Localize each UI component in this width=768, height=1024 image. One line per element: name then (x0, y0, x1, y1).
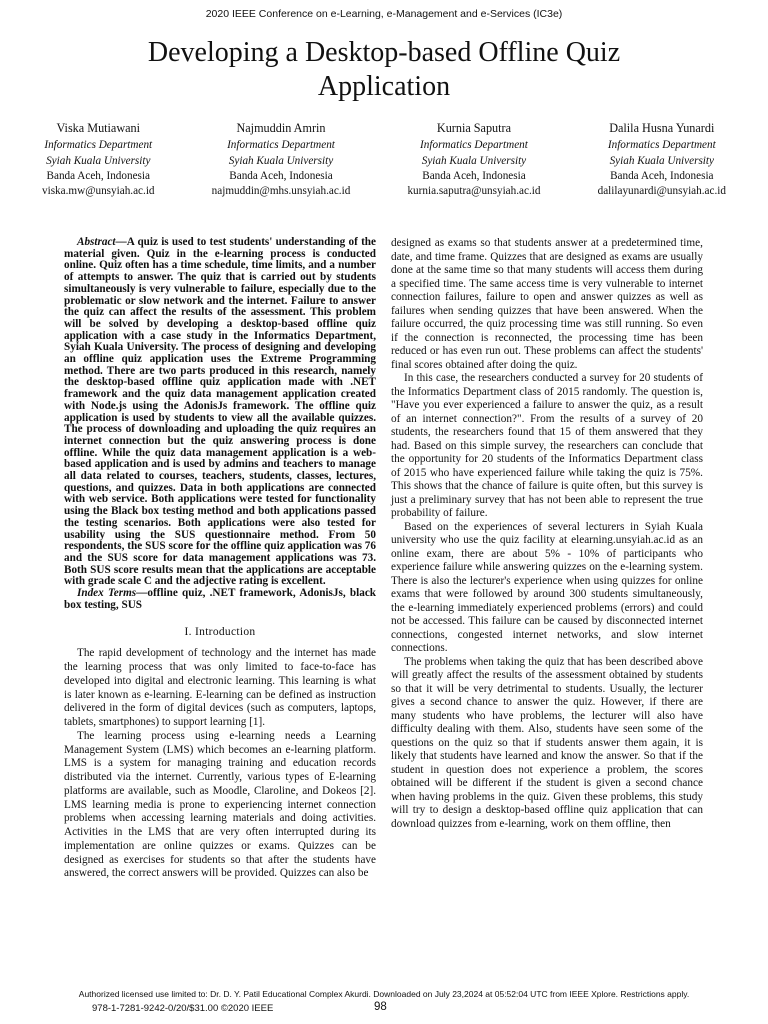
author-university: Syiah Kuala University (609, 154, 714, 167)
author-name: Kurnia Saputra (436, 121, 512, 135)
page-number: 98 (374, 1001, 387, 1013)
author-1 (42, 121, 155, 199)
author-department: Informatics Department (420, 139, 528, 152)
abstract-label: Abstract (77, 236, 116, 248)
author-name: Najmuddin Amrin (236, 121, 326, 135)
author-name: Dalila Husna Yunardi (609, 121, 715, 135)
author-email: viska.mw@unsyiah.ac.id (42, 185, 155, 198)
body-paragraph: Based on the experiences of several lecturers in Syiah Kuala university who use the quiz facility at elearning.unsyiah.ac.id as an online exam, there are about 5% - 10% of participants who experience failure while answering quizzes on the e-learning system. There is also the lecturer's experience when using quizzes for online exams that were followed by around 300 students simultaneously, the e-learning immediately experienced problems (errors) and could not be accessed. This failure can be caused by disconnected internet connections, congested internet networks, and slow internet connections. (391, 520, 703, 654)
author-name: Viska Mutiawani (56, 121, 141, 135)
body-paragraph: designed as exams so that students answer at a predetermined time, date, and time frame. Quizzes that are designed as exams are usually done at the same time so that many students will access them during a specified time. The same access time is very vulnerable to internet connection failures, failure to open and answer quizzes as well as failures when sending quizzes that have been answered. When the failure occurred, the quiz processing time was still running. So even if the connection is reconnected, the processing time has been reduced or has even run out. These problems can affect the students' final scores obtained after doing the quiz. (391, 237, 703, 371)
abstract-text: —A quiz is used to test students' understanding of the material given. Quiz in the e-learning process is conducted online. Quiz often has a time schedule, time limits, and a number of attempts to answer. The quiz that is carried out by students simultaneously is very vulnerable to failure, especially due to the problematic or slow network and the internet. Failure to answer the quiz can affect the results of the assessment. This problem will be solved by developing a desktop-based offline quiz application with a case study in the Informatics Department, Syiah Kuala University. The process of designing and developing an offline quiz application uses the Extreme Programming method. There are two parts produced in this research, namely the desktop-based offline quiz application made with .NET framework and the quiz data management application created with Node.js using the AdonisJs framework. The offline quiz application is used by students to view all the available quizzes. The process of downloading and uploading the quiz requires an internet connection but the quiz answering process is done offline. While the quiz data management application is a web-based application and is used by admins and teachers to manage all data related to courses, teachers, students, classes, lectures, questions, and quizzes. Data in both applications are connected with web service. Both applications were tested for functionality using the Black box testing method and both applications passed the testing scenarios. Both applications were also tested for usability using the SUS questionnaire method. From 50 respondents, the SUS score for the offline quiz application was 76 and the SUS score for data management applications was 73. Both SUS score results mean that the applications are acceptable with grade scale C and the adjective rating is excellent. (64, 236, 376, 588)
author-3 (407, 121, 540, 199)
index-terms-label: Index Terms (77, 587, 137, 600)
conference-header: 2020 IEEE Conference on e-Learning, e-Management and e-Services (IC3e) (205, 8, 563, 20)
author-location: Banda Aceh, Indonesia (422, 169, 526, 182)
index-terms (64, 588, 376, 611)
author-university: Syiah Kuala University (46, 154, 151, 167)
author-department: Informatics Department (607, 139, 716, 152)
author-location: Banda Aceh, Indonesia (610, 169, 714, 182)
section-heading-introduction: I. Introduction (184, 625, 256, 638)
author-department: Informatics Department (44, 139, 153, 152)
body-paragraph: The rapid development of technology and the internet has made the learning process that was only limited to face-to-face has developed into digital and electronic learning. This learning is what is later known as e-learning. E-learning can be defined as instruction delivered in the form of digital devices (such as computers, laptops, tablets, smartphones) to support learning [1]. (64, 647, 376, 728)
right-column (391, 237, 703, 831)
author-2 (212, 121, 351, 199)
left-column (64, 237, 376, 881)
author-university: Syiah Kuala University (421, 154, 527, 167)
title-line-1: Developing a Desktop-based Offline Quiz (147, 37, 621, 68)
license-notice: Authorized licensed use limited to: Dr. D. Y. Patil Educational Complex Akurdi. Downloaded on July 23,2024 at 05:52:04 UTC from IEEE Xplore. Restrictions apply. (78, 989, 690, 999)
title-line-2: Application (317, 71, 451, 102)
author-location: Banda Aceh, Indonesia (229, 169, 333, 182)
index-terms-text: —offline quiz, .NET framework, AdonisJs, black box testing, SUS (64, 587, 377, 611)
body-paragraph: The problems when taking the quiz that has been described above will greatly affect the results of the assessment obtained by students so that it will be very detrimental to students. Usually, the lecturer gives a second chance to answer the quiz. However, if there are many students who have problems, the lecturer will also have difficulty dealing with them. Also, students have seen some of the questions on the quiz so that if students answer them again, it is likely that students have learned and know the answer. So that if the student in question does not experience a problem, the scores obtained will be different if the student is given a second chance when having problems in the quiz. Given these problems, this study will try to design a desktop-based offline quiz application that can download quizzes from e-learning, work on them offline, then (391, 655, 703, 830)
abstract (64, 237, 376, 588)
author-email: dalilayunardi@unsyiah.ac.id (597, 185, 726, 198)
author-department: Informatics Department (227, 139, 335, 152)
paper-title (40, 36, 728, 104)
author-4 (598, 121, 726, 199)
body-paragraph: The learning process using e-learning needs a Learning Management System (LMS) which becomes an e-learning platform. LMS is a system for managing training and education records distributed via the internet. Currently, various types of E-learning platforms are available, such as Moodle, Claroline, and Dokeos [2]. LMS learning media is prone to experiencing internet connection problems when accessing learning materials and doing activities. Activities in the LMS that are very often interrupted during its implementation are online quizzes or exams. Quizzes can be designed as exercises for students so that after the students have answered, the correct answers will be provided. Quizzes can also be (64, 729, 376, 880)
author-block (42, 121, 726, 199)
author-email: najmuddin@mhs.unsyiah.ac.id (211, 185, 351, 198)
author-location: Banda Aceh, Indonesia (46, 169, 150, 182)
author-university: Syiah Kuala University (228, 154, 334, 167)
author-email: kurnia.saputra@unsyiah.ac.id (407, 185, 541, 198)
body-paragraph: In this case, the researchers conducted a survey for 20 students of the Informatics Department class of 2015 randomly. The question is, "Have you ever experienced a failure to answer the quiz, as a result of an internet connection?". From the results of a survey of 20 students, the researchers found that 15 of them answered that they had. Based on this simple survey, the researchers can conclude that the opportunity for 20 students of the Informatics Department class of 2015 who have experienced failure while taking the quiz is 75%. This shows that the chance of failure is quite often, but this survey is just a preliminary survey that has not been able to represent the true probability of failure. (391, 372, 703, 519)
isbn-copyright: 978-1-7281-9242-0/20/$31.00 ©2020 IEEE (92, 1003, 274, 1014)
